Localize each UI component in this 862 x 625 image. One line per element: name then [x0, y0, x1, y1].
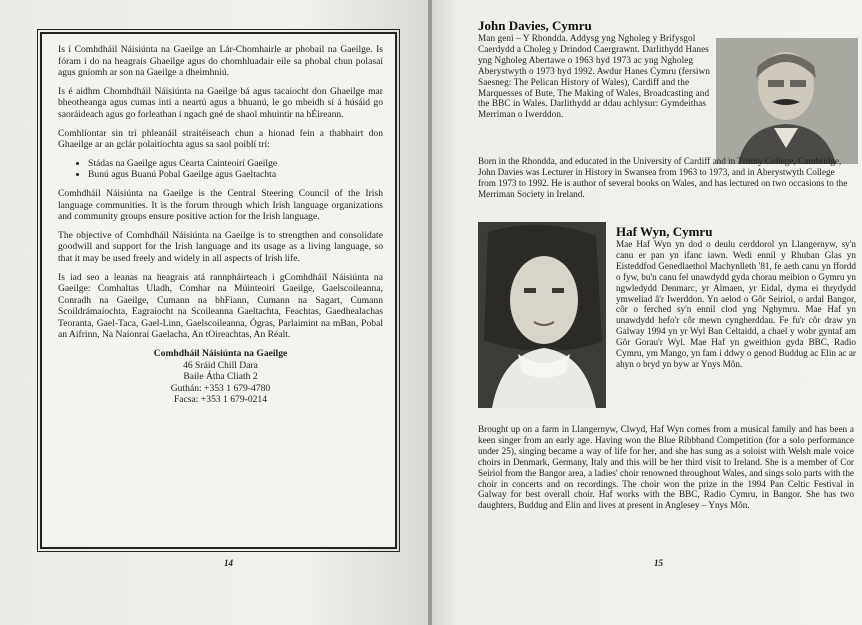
portrait-woman-icon: [478, 222, 606, 408]
john-davies-english-bio: Born in the Rhondda, and educated in the University of Cardiff and in Trinity College, Cambridge, John Davies was Lecturer in History in Swansea from 1963 to 1973, and in Aberystwyth College from 1973 to 1992. He is author of several books on Wales, and has lectured on two occasions to the Merriman Society in Ireland.: [478, 156, 848, 199]
portrait-man-icon: [716, 38, 858, 164]
organization-box: [40, 32, 397, 549]
john-davies-welsh-bio: Man geni – Y Rhondda. Addysg yng Ngholeg y Brifysgol Caerdydd a Choleg y Drindod Caergrawnt. Darlithydd Hanes yng Ngholeg Abertawe o 1963 hyd 1973 ac yng Ngholeg Aberystwyth o 1973 hyd 1992. Awdur Hanes Cymru (fersiwn Saesneg: The Pelican History of Wales), Cardiff and the Marquesses of Bute, The Making of Wales, Broadcasting and the BBC in Wales. Darlithydd ar ddau achlysur: Gymdeithas Merriman o Iwerddon.: [478, 33, 711, 120]
haf-wyn-welsh-bio: Mae Haf Wyn yn dod o deulu cerddorol yn Llangernyw, sy'n canu er pan yn ifanc iawn. Wedi ennil y Rhuban Glas yn Eisteddfod Genedlaethol Machynlleth '81, fe aeth canu yn ffordd o fyw, bu'n canu fel unawdydd gyda chorau meibion o Gymru yn ngwledydd Denmarc, yr Almaen, yr Eidal, dyma ei thrydydd ymweliad â'r Iwerddon. Yn aelod o Gôr Seiriol, o ardal Bangor, côr o ferched sy'n ennil clod yng Nghymru. Mae Haf yn unawdydd hefo'r côr mewn cyngherddau. Fe fu'r côr draw yn Galway 1994 yn yr Wyl Ban Celtaidd, a chael y wobr gyntaf am Gôr Gorau'r Wyl. Mae Haf yn gweithion gyda BBC, Radio Cymru, ym Mango, yn fam i ddwy o genod Buddug ac Elin ac ar ahyn o bryd yn byw ar Ynys Môn.: [616, 239, 856, 369]
john-davies-section: [478, 18, 714, 120]
address-line1: 46 Sráid Chill Dara: [183, 359, 258, 371]
page-number-right: 15: [654, 558, 663, 568]
phone-number: Guthán: +353 1 679-4780: [170, 382, 271, 394]
address-line2: Baile Átha Cliath 2: [183, 371, 258, 383]
irish-paragraph-3: Comhlíontar sin trí phleanáil straitéiseach chun a hionad fein a thabhairt don Ghaeilge ar an gclár polaitíochta agus sa saol poiblí trí:: [58, 127, 383, 151]
haf-wyn-english: [478, 424, 854, 511]
haf-wyn-section: [616, 224, 856, 370]
john-davies-english: [478, 156, 852, 200]
page-number-left: 14: [224, 558, 233, 568]
haf-wyn-photo: [478, 222, 606, 408]
bullet-item: • Stádas na Gaeilge agus Cearta Cainteoirí Gaeilge: [88, 158, 383, 170]
irish-paragraph-2: Is é aidhm Chomhdháil Náisiúnta na Gaeilge bá agus tacaíocht don Ghaeilge mar bheotheanga agus cumas inti a neartú agus a bhuanú, le go mbeidh sí á húsáid go saoráideach agus go forleathan i ngach gné de shaol mhuintir na hÉireann.: [58, 85, 383, 120]
member-organizations: Is iad seo a leanas na heagrais atá rannpháirteach i gComhdháil Náisiúnta na Gaeilge: Comhaltas Uladh, Comhar na Múinteoirí Gaeilge, Gaelscoileanna, Conradh na Gaeilge, Cumann na bhFiann, Cumann na Sagart, Cumann Scoildrámaíochta, Eagraíocht na Scoileanna Gaeltachta, Feachtas, Gaedhealachas Teoranta, Gael-Taca, Gael-Linn, Gaelscoileanna, Ógras, Parlaimint na mBan, Pobal an Aifrinn, Na Naíonraí Gaelacha, An tOireachtas, An Réalt.: [58, 271, 383, 341]
bullet-list: [58, 158, 383, 181]
organization-text: [58, 44, 383, 406]
john-davies-photo: [716, 38, 858, 164]
address-block: [58, 348, 383, 406]
fax-number: Facsa: +353 1 679-0214: [173, 394, 268, 406]
haf-wyn-name: Haf Wyn, Cymru: [616, 224, 713, 239]
john-davies-name: John Davies, Cymru: [478, 18, 592, 33]
irish-paragraph-1: Is í Comhdháil Náisiúnta na Gaeilge an Lár-Chomhairle ar phobail na Gaeilge. Is fóram í do na heagrais Ghaeilge agus do chomhluadair eile sa phobal chun polasaí agus gníomh ar son na Gaeilge a dheimhniú.: [58, 44, 383, 79]
address-name: Comhdháil Náisiúnta na Gaeilge: [153, 348, 288, 360]
english-paragraph-1: Comhdháil Náisiúnta na Gaeilge is the Central Steering Council of the Irish language communities. It is the forum through which Irish language organizations and community groups ensure positive action for the Irish language.: [58, 187, 383, 223]
english-paragraph-2: The objective of Comhdháil Náisiúnta na Gaeilge is to strengthen and consolidate goodwill and support for the Irish language and its usage as a living language, so that it may be used freely and widely in all aspects of Irish life.: [58, 229, 383, 264]
haf-wyn-english-bio: Brought up on a farm in Llangernyw, Clwyd, Haf Wyn comes from a musical family and has been a keen singer from an early age. Having won the Blue Ribbband Competition (for a solo performance under 25), singing became a way of life for her, and she has sung as a soloist with Welsh male voice choirs in Denmark, Germany, Italy and this will be her third visit to Ireland. She is a member of Cor Seiriol from the Bangor area, a ladies' choir renowned throughout Wales, and sings solo parts with the choir in concerts and on recordings. The choir won the prize in the 1994 Pan Celtic Festival in Galway for best overall choir. Haf works with the BBC, Radio Cymru, in Bangor. She has two daughters, Buddug and Elin and lives at present in Anglesey – Ynys Môn.: [478, 424, 854, 511]
bullet-item: • Bunú agus Buanú Pobal Gaeilge agus Gaeltachta: [88, 169, 383, 181]
left-page: [0, 0, 430, 625]
right-page: [432, 0, 862, 625]
